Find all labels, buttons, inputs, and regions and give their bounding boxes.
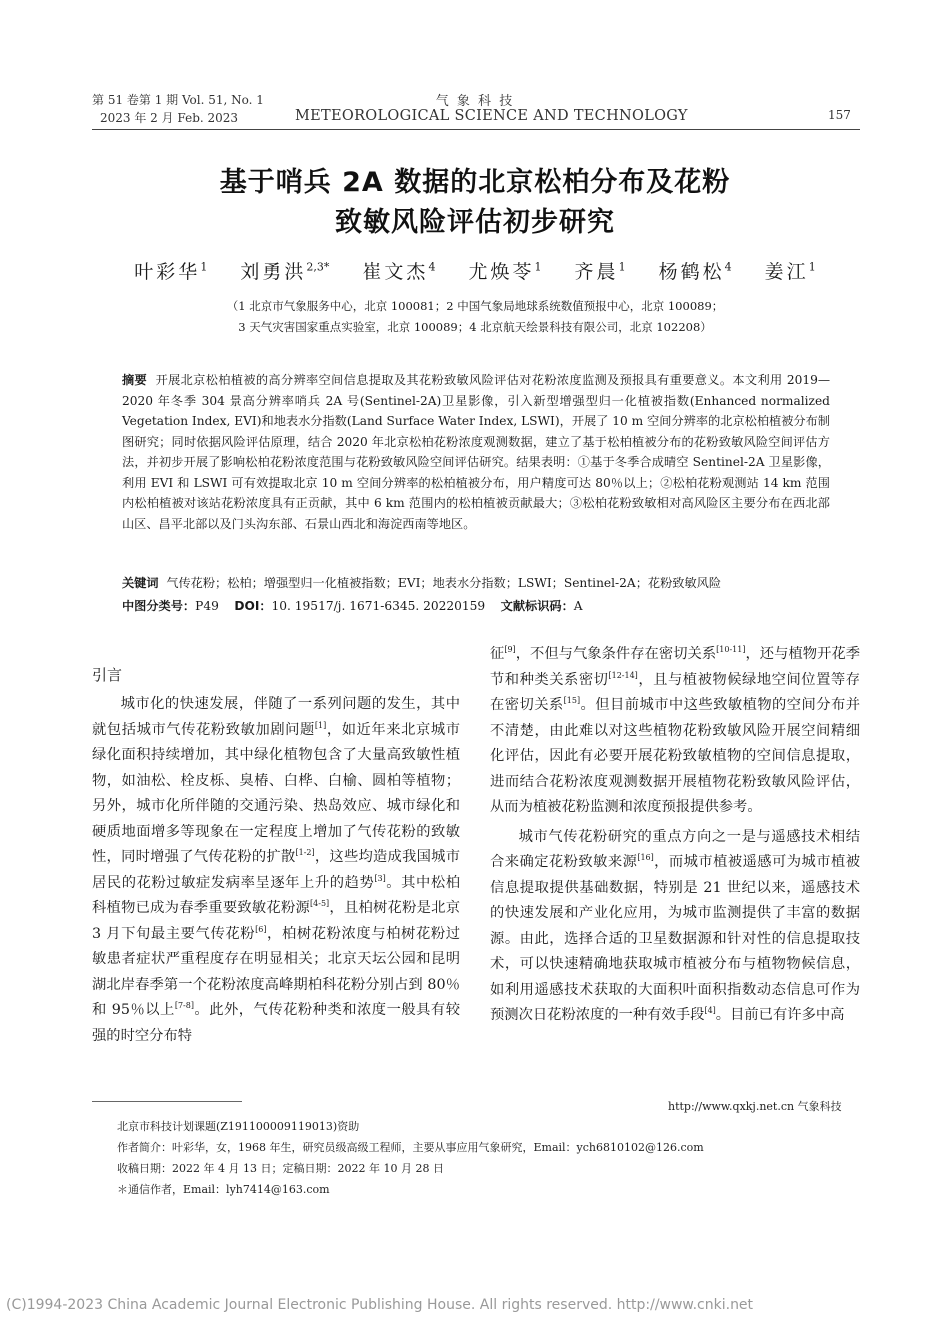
classification-line [122,597,583,614]
clc-label: 中图分类号： [122,599,196,613]
author: 叶彩华$^1$ [134,260,208,283]
doc-code-value: A [573,599,583,613]
author: 崔文杰$^4$ [362,260,436,283]
paper-title-line2: 致敏风险评估初步研究 [335,207,615,238]
author-list [0,257,950,284]
clc-value: P49 [195,599,219,613]
journal-url: http://www.qxkj.net.cn 气象科技 [668,1100,842,1113]
author: 尤焕苓$^1$ [468,260,542,283]
journal-name-en: METEOROLOGICAL SCIENCE AND TECHNOLOGY [295,108,688,124]
journal-name-cn: 气 象 科 技 [435,94,515,109]
left-column [92,692,460,1049]
affiliation-line1: （1 北京市气象服务中心，北京 100081；2 中国气象局地球系统数值预报中心，北京 100089； [226,299,724,313]
intro-paragraph-continued: 征[9]，不但与气象条件存在密切关系[10-11]，还与植物开花季节和种类关系密切[12-14]，且与植被物候绿地空间位置等存在密切关系[15]。但目前城市中这些致敏植物的空间分布并不清楚，由此难以对这些植物花粉致敏风险开展空间精细化评估，因此有必要开展花粉致敏植物的空间信息提取，进而结合花粉浓度观测数据开展植物花粉致敏风险评估，从而为植被花粉监测和浓度预报提供参考。 [490,645,861,815]
author-bio-footnote: 作者简介：叶彩华，女，1968 年生，研究员级高级工程师，主要从事应用气象研究，Email：ych6810102@126.com [117,1141,704,1154]
doc-code-label: 文献标识码： [500,599,574,613]
author: 杨鹤松$^4$ [658,260,732,283]
header-rule [92,129,860,130]
copyright-notice: (C)1994-2023 China Academic Journal Electronic Publishing House. All rights reserved. http://www.cnki.net [6,1297,754,1313]
abstract [122,370,830,534]
footnote-rule [92,1101,242,1102]
author: 姜江$^1$ [764,260,816,283]
funding-footnote: 北京市科技计划课题(Z191100009119013)资助 [117,1120,360,1133]
author: 齐晨$^1$ [574,260,626,283]
intro-paragraph: 城市化的快速发展，伴随了一系列问题的发生，其中就包括城市气传花粉致敏加剧问题[1]，如近年来北京城市绿化面积持续增加，其中绿化植物包含了大量高致敏性植物，如油松、栓皮栎、臭椿、白桦、白榆、圆柏等植物；另外，城市化所伴随的交通污染、热岛效应、城市绿化和硬质地面增多等现象在一定程度上增加了气传花粉的致敏性，同时增强了气传花粉的扩散[1-2]，这些均造成我国城市居民的花粉过敏症发病率呈逐年上升的趋势[3]。其中松柏科植物已成为春季重要致敏花粉源[4-5]，且柏树花粉是北京 3 月下旬最主要气传花粉[6]，柏树花粉浓度与柏树花粉过敏患者症状严重程度存在明显相关；北京天坛公园和昆明湖北岸春季第一个花粉浓度高峰期柏科花粉分别占到 80％和 95％以上[7-8]。此外，气传花粉种类和浓度一般具有较强的时空分布特 [92,696,461,1044]
keywords-text: 气传花粉；松柏；增强型归一化植被指数；EVI；地表水分指数；LSWI；Sentinel-2A；花粉致敏风险 [166,576,722,590]
page-number: 157 [828,108,851,122]
author: 刘勇洪$^{2,3*}$ [240,260,330,283]
doi-label: DOI： [234,599,272,613]
keywords-label: 关键词 [122,576,159,590]
dates-footnote: 收稿日期：2022 年 4 月 13 日；定稿日期：2022 年 10 月 28 日 [117,1162,444,1175]
abstract-text: 开展北京松柏植被的高分辨率空间信息提取及其花粉致敏风险评估对花粉浓度监测及预报具有重要意义。本文利用 2019—2020 年冬季 304 景高分辨率哨兵 2A 号(Sentinel-2A)卫星影像，引入新型增强型归一化植被指数(Enhanced normalized Vegetation Index, EVI)和地表水分指数(Land Surface Water Index, LSWI)，开展了 10 m 空间分辨率的北京松柏植被分布制图研究；同时依据风险评估原理，结合 2020 年北京松柏花粉浓度观测数据，建立了基于松柏植被分布的花粉致敏风险空间评估方法，并初步开展了影响松柏花粉浓度范围与花粉致敏风险空间评估研究。结果表明：①基于冬季合成晴空 Sentinel-2A 卫星影像，利用 EVI 和 LSWI 可有效提取北京 10 m 空间分辨率的松柏植被分布，用户精度可达 80％以上；②松柏花粉观测站 14 km 范围内松柏植被对该站花粉浓度具有正贡献，其中 6 km 范围内的松柏植被贡献最大；③松柏花粉致敏相对高风险区主要分布在西北部山区、昌平北部以及门头沟东部、石景山西北和海淀西南等地区。 [122,373,831,531]
section-heading: 引言 [92,666,123,684]
doi-value: 10. 19517/j. 1671-6345. 20220159 [271,599,486,613]
abstract-label: 摘要 [122,373,148,387]
header-date-info: 2023 年 2 月 Feb. 2023 [100,111,239,125]
affiliation-line2: 3 天气灾害国家重点实验室，北京 100089；4 北京航天绘景科技有限公司，北京 102208） [238,320,712,334]
keywords [122,574,721,591]
header-volume-info: 第 51 卷第 1 期 Vol. 51, No. 1 [92,93,264,107]
paper-title-line1: 基于哨兵 2A 数据的北京松柏分布及花粉 [219,167,731,198]
intro-paragraph-2: 城市气传花粉研究的重点方向之一是与遥感技术相结合来确定花粉致敏来源[16]，而城市植被遥感可为城市植被信息提取提供基础数据，特别是 21 世纪以来，遥感技术的快速发展和产业化应用，为城市监测提供了丰富的数据源。由此，选择合适的卫星数据源和针对性的信息提取技术，可以快速精确地获取城市植被分布与植物物候信息，如利用遥感技术获取的大面积叶面积指数动态信息可作为预测次日花粉浓度的一种有效手段[4]。目前已有许多中高 [490,828,861,1023]
corresponding-author-footnote: ＊通信作者，Email：lyh7414@163.com [117,1183,330,1196]
right-column [490,642,860,1029]
